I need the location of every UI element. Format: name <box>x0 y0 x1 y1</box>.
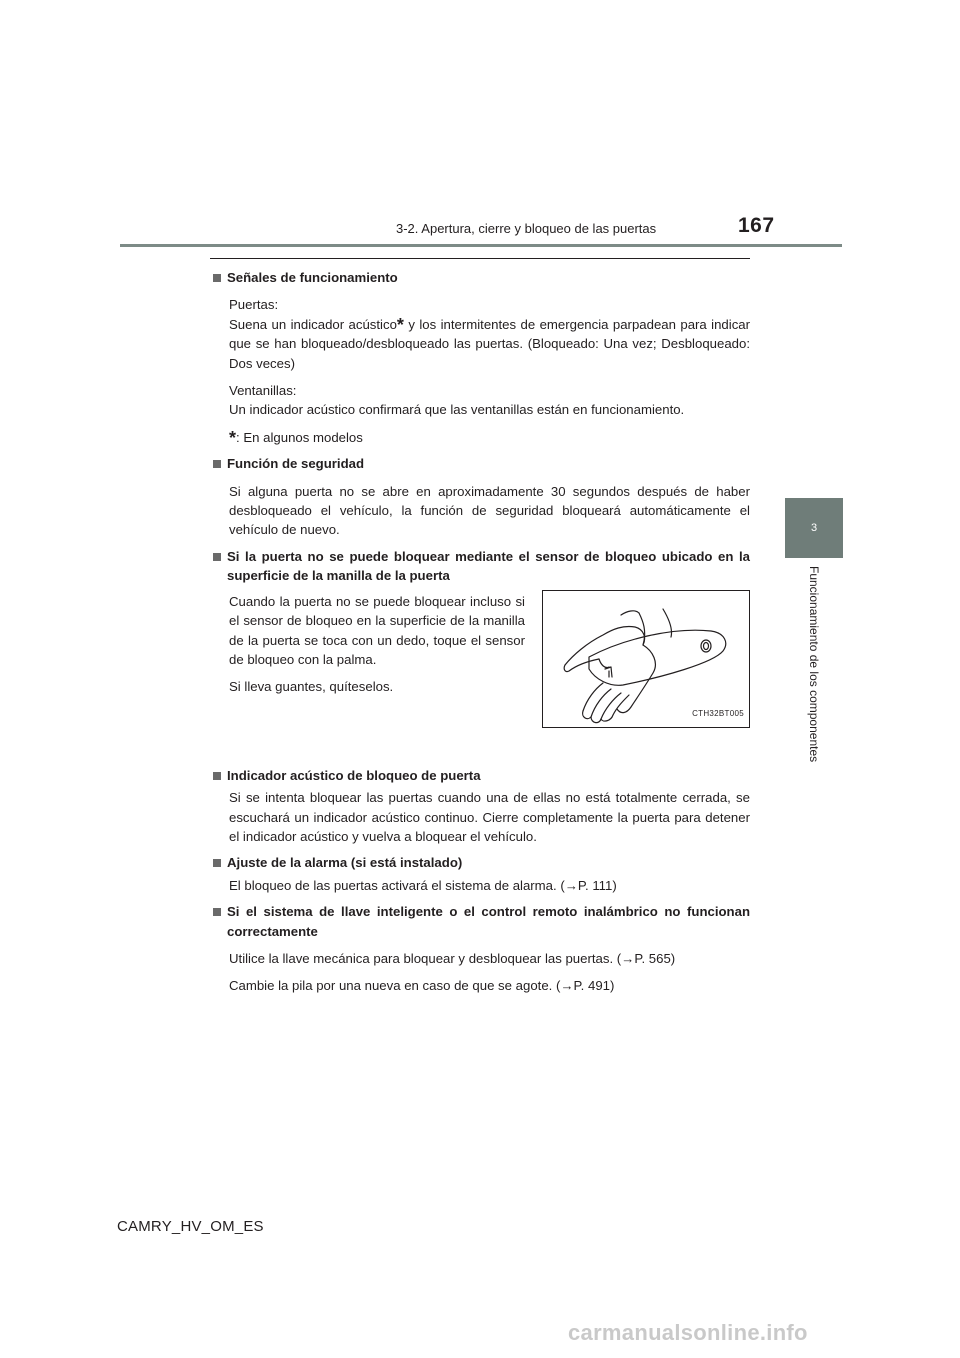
bullet-square-icon <box>213 460 221 468</box>
page-number: 167 <box>738 214 775 237</box>
doors-label: Puertas: <box>229 297 279 313</box>
section-alarm-setting <box>212 853 750 895</box>
bullet-square-icon <box>213 859 221 867</box>
chapter-title: Funcionamiento de los componentes <box>807 566 821 763</box>
section-heading <box>212 454 750 473</box>
chapter-tab <box>785 498 843 558</box>
body-rule <box>210 258 750 259</box>
section-text: Cambie la pila por una nueva en caso de que se agote. (→P. 491) <box>229 978 615 994</box>
section-text: Si alguna puerta no se abre en aproximadamente 30 segundos después de haber desbloqueado el vehículo, la función de seguridad bloqueará automáticamente el vehículo de nuevo. <box>229 483 750 538</box>
section-heading <box>212 902 750 941</box>
section-title: Ajuste de la alarma (si está instalado) <box>227 855 463 871</box>
section-header: 3-2. Apertura, cierre y bloqueo de las puertas <box>396 221 657 236</box>
section-heading <box>212 853 750 872</box>
section-text: El bloqueo de las puertas activará el sistema de alarma. (→P. 111) <box>229 877 617 893</box>
watermark: carmanualsonline.info <box>568 1320 808 1345</box>
windows-text: Un indicador acústico confirmará que las ventanillas están en funcionamiento. <box>229 402 685 418</box>
doors-text-start: Suena un indicador acústico <box>229 316 397 332</box>
hand-on-handle-illustration <box>542 590 750 728</box>
section-operation-signals <box>212 268 750 447</box>
section-heading <box>212 547 750 586</box>
section-security-function <box>212 454 750 540</box>
section-title: Si la puerta no se puede bloquear mediante el sensor de bloqueo ubicado en la superficie de la manilla de la puerta <box>227 548 750 584</box>
section-title: Si el sistema de llave inteligente o el control remoto inalámbrico no funcionan correctamente <box>227 904 750 939</box>
section-text: Si se intenta bloquear las puertas cuando una de ellas no está totalmente cerrada, se escuchará un indicador acústico continuo. Cierre completamente la puerta para detener el indicador acústico y vuelva a bloquear el vehículo. <box>229 790 750 844</box>
section-lock-buzzer <box>212 766 750 847</box>
section-text: Si lleva guantes, quíteselos. <box>229 679 394 695</box>
section-title: Señales de funcionamiento <box>227 270 398 285</box>
footnote-star: * <box>229 427 237 448</box>
manual-code: CAMRY_HV_OM_ES <box>117 1218 264 1235</box>
section-title: Indicador acústico de bloqueo de puerta <box>227 767 481 783</box>
footnote-star: * <box>396 314 404 335</box>
section-text: Cuando la puerta no se puede bloquear incluso si el sensor de bloqueo en la superficie de la manilla de la puerta se toca con un dedo, toque el sensor de bloqueo con la palma. <box>229 593 525 667</box>
windows-paragraph <box>229 381 750 420</box>
section-lock-sensor <box>212 547 750 728</box>
section-heading <box>212 766 750 785</box>
main-content <box>212 268 750 996</box>
bullet-square-icon <box>213 553 221 561</box>
section-heading <box>212 268 750 287</box>
header-rule <box>120 244 842 247</box>
doors-paragraph <box>229 295 750 373</box>
figure-code: CTH32BT005 <box>692 709 744 719</box>
doors-text-end: y los intermitentes de emergencia parpadean para indicar que se han bloqueado/desbloqueado las puertas. (Bloqueado: Una vez; Desbloqueado: Dos veces) <box>229 316 751 371</box>
section-text: Utilice la llave mecánica para bloquear y desbloquear las puertas. (→P. 565) <box>229 950 676 966</box>
section-title: Función de seguridad <box>227 456 365 472</box>
bullet-square-icon <box>213 772 221 780</box>
figure-text <box>229 592 525 728</box>
bullet-square-icon <box>213 908 221 916</box>
chapter-number: 3 <box>810 522 818 534</box>
figure-row <box>212 592 750 728</box>
footnote <box>229 428 750 447</box>
bullet-square-icon <box>213 274 221 282</box>
chapter-side-label <box>800 566 828 776</box>
footnote-text: : En algunos modelos <box>236 429 363 445</box>
windows-label: Ventanillas: <box>229 383 297 399</box>
section-smart-key-failure <box>212 902 750 996</box>
